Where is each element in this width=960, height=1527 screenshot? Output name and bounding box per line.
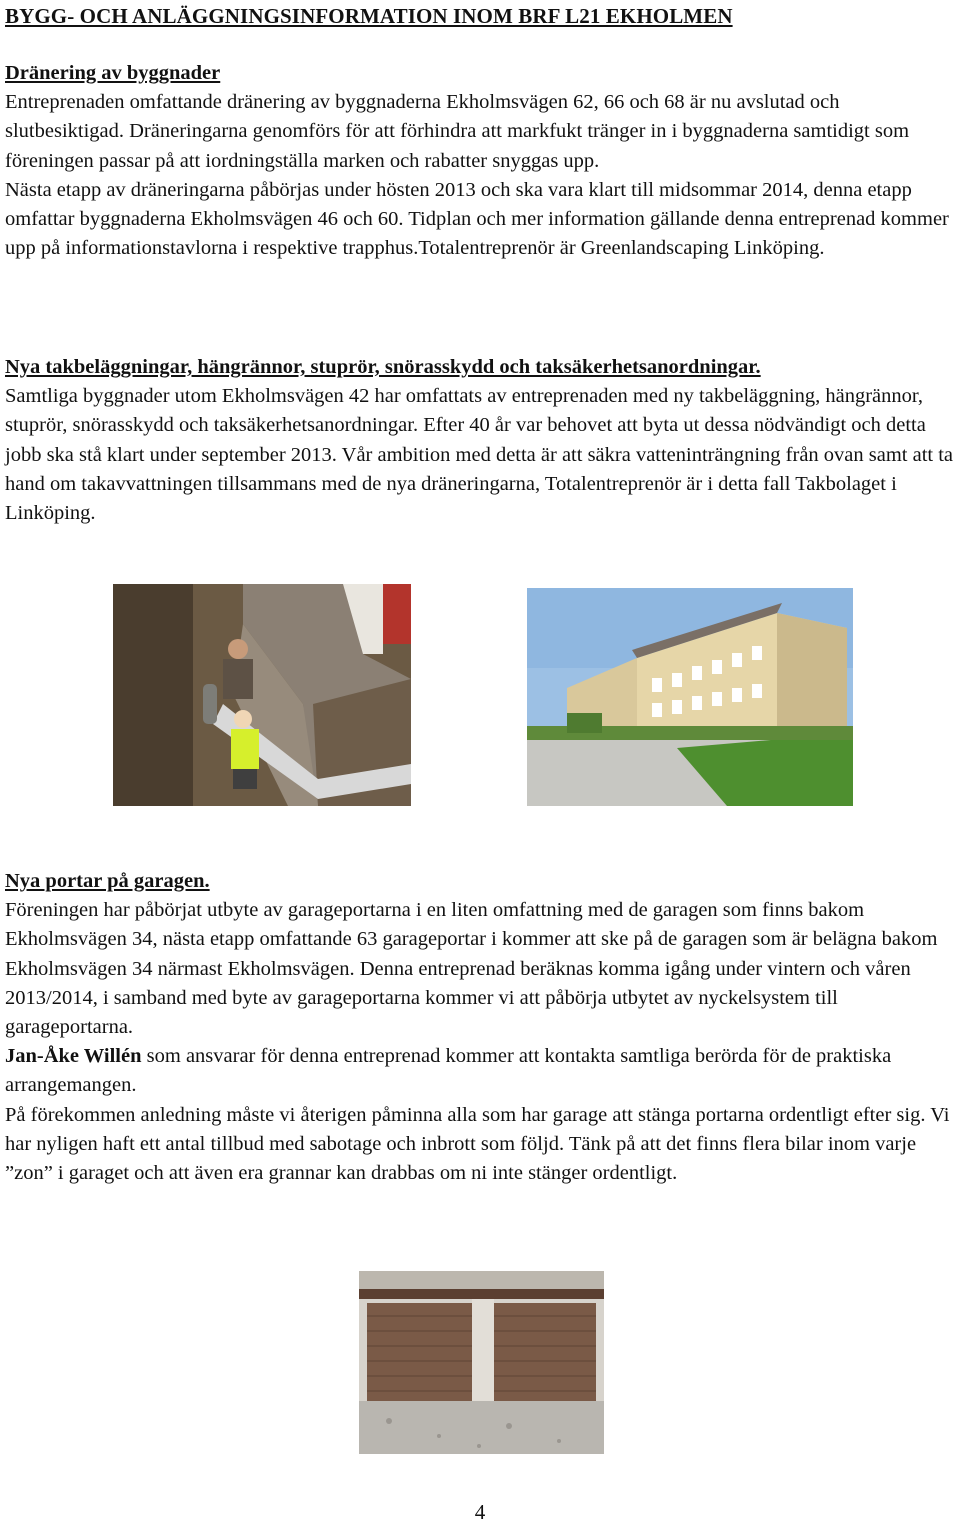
document-title: BYGG- OCH ANLÄGGNINGSINFORMATION INOM BRF L21 EKHOLMEN — [5, 4, 733, 28]
section-heading-drainage: Dränering av byggnader — [5, 62, 221, 84]
apartment-buildings-photo — [527, 588, 853, 806]
garage-paragraph-3: På förekommen anledning måste vi återigen påminna alla som har garage att stänga portarna ordentligt efter sig. Vi har nyligen haft ett antal tillbud med sabotage och inbrott som följd. Tänk på att det finns flera bilar inom varje ”zon” i garaget och att även era grannar kan drabbas om ni inte stänger ordentligt. — [5, 1103, 950, 1185]
section-heading-roofing: Nya takbeläggningar, hängrännor, stuprör, snörasskydd och taksäkerhetsanordningar. — [5, 356, 761, 378]
page-number: 4 — [474, 1500, 486, 1524]
section-drainage — [5, 59, 955, 263]
garage-paragraph-1: Föreningen har påbörjat utbyte av garageportarna i en liten omfattning med de garagen som finns bakom Ekholmsvägen 34, nästa etapp omfattande 63 garageportar i kommer att ske på de garagen som är belägna bakom Ekholmsvägen 34 närmast Ekholmsvägen. Denna entreprenad beräknas komma igång under vintern och våren 2013/2014, i samband med byte av garageportarna kommer vi att påbörja utbytet av nyckelsystem till garageportarna. — [5, 899, 938, 1039]
section-roofing — [5, 353, 955, 528]
drainage-paragraph-2: Nästa etapp av dräneringarna påbörjas under hösten 2013 och ska vara klart till midsommar 2014, denna etapp omfattar byggnaderna Ekholmsvägen 46 och 60. Tidplan och mer information gällande denna entreprenad kommer upp på informationstavlorna i respektive trapphus.Totalentreprenör är Greenlandscaping Linköping. — [5, 178, 949, 260]
drainage-work-photo — [113, 584, 411, 806]
section-garage — [5, 867, 955, 1188]
garage-paragraph-2 — [5, 1042, 955, 1100]
contact-name: Jan-Åke Willén — [5, 1045, 142, 1068]
roofing-paragraph-1: Samtliga byggnader utom Ekholmsvägen 42 har omfattats av entreprenaden med ny takbeläggning, hängrännor, stuprör, snörasskydd och taksäkerhetsanordningar. Efter 40 år var behovet att byta ut dessa nödvändigt och detta jobb ska stå klart under september 2013. Vår ambition med detta är att säkra vatteninträngning från ovan samt att ta hand om takavvattningen tillsammans med de nya dräneringarna, Totalentreprenör är i detta fall Takbolaget i Linköping. — [5, 385, 954, 525]
garage-paragraph-2-text: som ansvarar för denna entreprenad kommer att kontakta samtliga berörda för de praktiska arrangemangen. — [5, 1045, 892, 1097]
garage-doors-photo — [359, 1271, 604, 1454]
drainage-paragraph-1: Entreprenaden omfattande dränering av byggnaderna Ekholmsvägen 62, 66 och 68 är nu avslutad och slutbesiktigad. Dräneringarna genomförs för att förhindra att markfukt tränger in i byggnaderna samtidigt som föreningen passar på att iordningställa marken och rabatter snyggas upp. — [5, 91, 910, 172]
section-heading-garage: Nya portar på garagen. — [5, 870, 210, 892]
